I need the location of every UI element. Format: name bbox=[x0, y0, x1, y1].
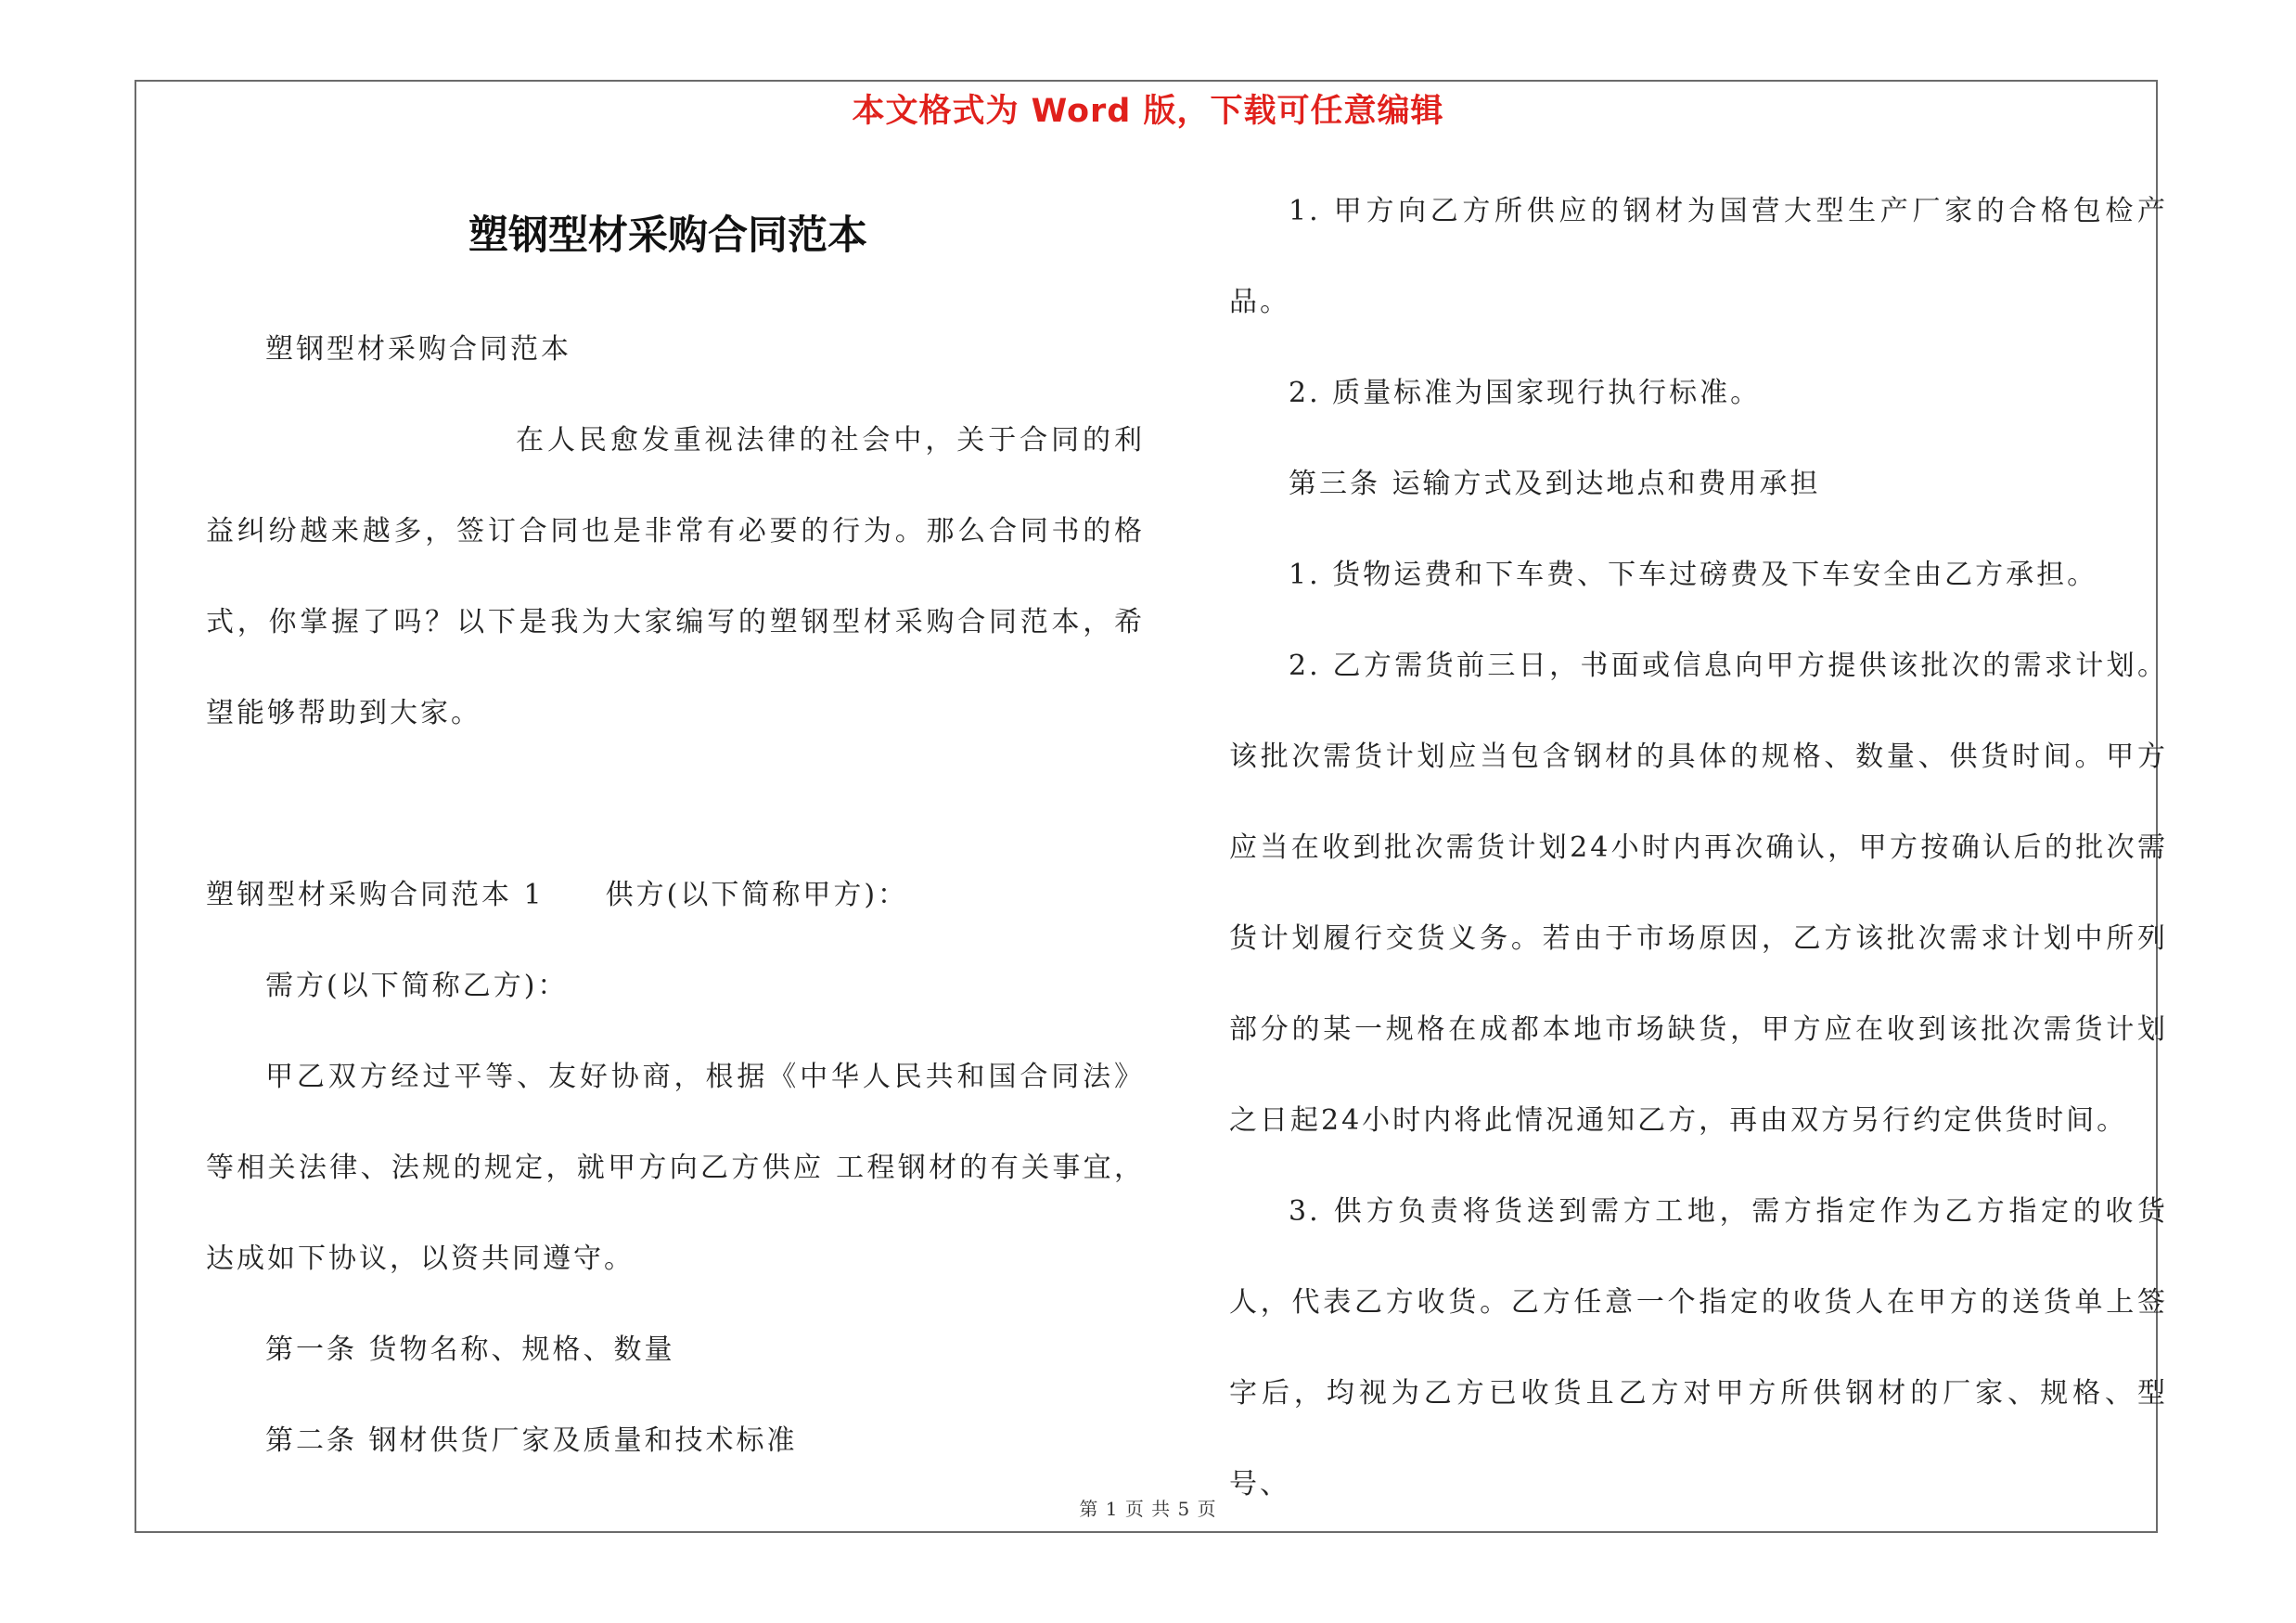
paragraph: 甲乙双方经过平等、友好协商，根据《中华人民共和国合同法》等相关法律、法规的规定，就甲方向乙方供应 工程钢材的有关事宜，达成如下协议，以资共同遵守。 bbox=[206, 1061, 1145, 1275]
paragraph: 2. 质量标准为国家现行执行标准。 bbox=[1289, 377, 1762, 409]
paragraph: 塑钢型材采购合同范本 1 供方(以下简称甲方)： bbox=[206, 879, 909, 911]
paragraph: 1. 货物运费和下车费、下车过磅费及下车安全由乙方承担。 bbox=[1289, 559, 2098, 591]
section-heading: 第一条 货物名称、规格、数量 bbox=[265, 1333, 675, 1366]
right-column bbox=[1229, 166, 2168, 1530]
word-format-banner: 本文格式为 Word 版，下载可任意编辑 bbox=[852, 93, 1444, 130]
paragraph: 2. 乙方需货前三日，书面或信息向甲方提供该批次的需求计划。该批次需货计划应当包含钢材的具体的规格、数量、供货时间。甲方应当在收到批次需货计划24小时内再次确认，甲方按确认后的批次需货计划履行交货义务。若由于市场原因，乙方该批次需求计划中所列部分的某一规格在成都本地市场缺货，甲方应在收到该批次需货计划之日起24小时内将此情况通知乙方，再由双方另行约定供货时间。 bbox=[1229, 650, 2168, 1137]
paragraph: 塑钢型材采购合同范本 bbox=[265, 333, 571, 366]
section-heading: 第三条 运输方式及到达地点和费用承担 bbox=[1289, 468, 1821, 500]
paragraph: 需方(以下简称乙方)： bbox=[265, 970, 569, 1002]
section-heading: 第二条 钢材供货厂家及质量和技术标准 bbox=[265, 1424, 798, 1457]
left-column bbox=[206, 304, 1145, 1487]
paragraph: 3. 供方负责将货送到需方工地，需方指定作为乙方指定的收货人，代表乙方收货。乙方任意一个指定的收货人在甲方的送货单上签字后，均视为乙方已收货且乙方对甲方所供钢材的厂家、规格、型号、 bbox=[1229, 1195, 2168, 1501]
blank-line bbox=[206, 759, 1145, 850]
paragraph: 1. 甲方向乙方所供应的钢材为国营大型生产厂家的合格包检产品。 bbox=[1229, 195, 2168, 318]
paragraph: 在人民愈发重视法律的社会中，关于合同的利益纠纷越来越多，签订合同也是非常有必要的行为。那么合同书的格式，你掌握了吗？以下是我为大家编写的塑钢型材采购合同范本，希望能够帮助到大家。 bbox=[206, 424, 1145, 729]
document-title: 塑钢型材采购合同范本 bbox=[468, 213, 867, 259]
page-number-footer: 第 1 页 共 5 页 bbox=[1079, 1498, 1217, 1520]
